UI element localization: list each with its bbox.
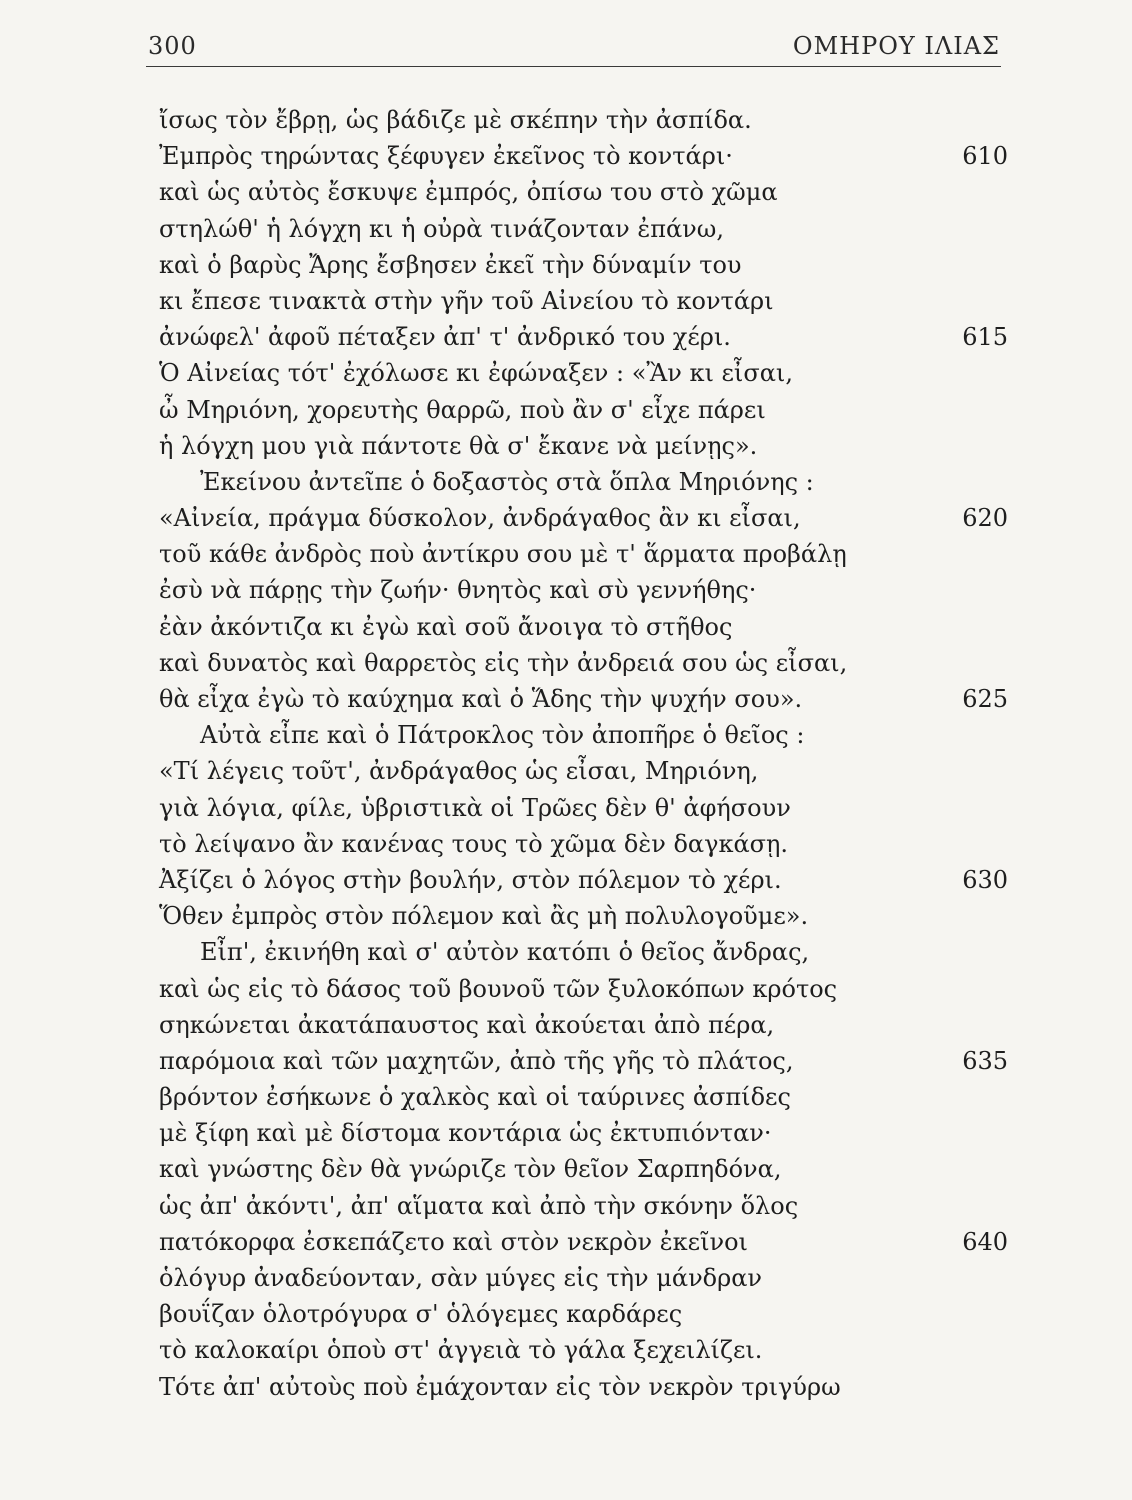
verse-line <box>0 428 1132 464</box>
verse-text: Ἀξίζει ὁ λόγος στὴν βουλήν, στὸν πόλεμον τὸ χέρι. <box>159 865 782 894</box>
verse-text: Αὐτὰ εἶπε καὶ ὁ Πάτροκλος τὸν ἀποπῆρε ὁ θεῖος : <box>200 721 805 750</box>
line-number: 620 <box>962 504 1008 533</box>
header-rule <box>146 66 1001 67</box>
verse-line <box>0 464 1132 500</box>
line-number: 635 <box>962 1046 1008 1075</box>
verse-line <box>0 609 1132 645</box>
verse-line <box>0 1296 1132 1332</box>
running-head: ΟΜΗΡΟΥ ΙΛΙΑΣ <box>792 32 1000 60</box>
verse-text: καὶ ὡς εἰς τὸ δάσος τοῦ βουνοῦ τῶν ξυλοκόπων κρότος <box>159 974 838 1003</box>
verse-text: Ἐμπρὸς τηρώντας ξέφυγεν ἐκεῖνος τὸ κοντάρι· <box>159 142 733 171</box>
verse-line <box>0 862 1132 898</box>
verse-line <box>0 1151 1132 1187</box>
verse-line <box>0 500 1132 536</box>
verse-text: Τότε ἀπ' αὐτοὺς ποὺ ἐμάχονταν εἰς τὸν νεκρὸν τριγύρω <box>159 1372 841 1401</box>
line-number: 610 <box>962 142 1008 171</box>
verse-text: καὶ γνώστης δὲν θὰ γνώριζε τὸν θεῖον Σαρπηδόνα, <box>159 1155 782 1184</box>
verse-line <box>0 1188 1132 1224</box>
verse-line <box>0 1079 1132 1115</box>
verse-line <box>0 355 1132 391</box>
verse-line <box>0 247 1132 283</box>
verse-text: ὦ Μηριόνη, χορευτὴς θαρρῶ, ποὺ ἂν σ' εἶχε πάρει <box>159 395 766 424</box>
verse-text: ὁλόγυρ ἀναδεύονταν, σὰν μύγες εἰς τὴν μάνδραν <box>159 1264 763 1292</box>
verse-line <box>0 934 1132 970</box>
verse-text: ἴσως τὸν ἔβρῃ, ὡς βάδιζε μὲ σκέπην τὴν ἀσπίδα. <box>159 106 752 134</box>
verse-line <box>0 971 1132 1007</box>
verse-text: ἀνώφελ' ἀφοῦ πέταξεν ἀπ' τ' ἀνδρικό του χέρι. <box>159 323 731 352</box>
verse-text: παρόμοια καὶ τῶν μαχητῶν, ἀπὸ τῆς γῆς τὸ πλάτος, <box>159 1046 794 1075</box>
verse-text: τὸ λείψανο ἂν κανένας τους τὸ χῶμα δὲν δαγκάσῃ. <box>159 829 789 858</box>
verse-text: σηκώνεται ἀκατάπαυστος καὶ ἀκούεται ἀπὸ πέρα, <box>159 1010 775 1039</box>
verse-text: καὶ δυνατὸς καὶ θαρρετὸς εἰς τὴν ἀνδρειά σου ὡς εἶσαι, <box>159 648 848 677</box>
line-number: 625 <box>962 685 1008 713</box>
verse-text: βουΐζαν ὁλοτρόγυρα σ' ὁλόγεμες καρδάρες <box>159 1300 683 1329</box>
verse-line <box>0 1043 1132 1079</box>
verse-text: Ὁ Αἰνείας τότ' ἐχόλωσε κι ἐφώναξεν : «Ἂν κι εἶσαι, <box>159 359 793 388</box>
line-number: 615 <box>962 323 1008 352</box>
verse-line <box>0 1007 1132 1043</box>
verse-text: Εἶπ', ἐκινήθη καὶ σ' αὐτὸν κατόπι ὁ θεῖος ἄνδρας, <box>200 938 810 967</box>
verse-text: «Αἰνεία, πράγμα δύσκολον, ἀνδράγαθος ἂν κι εἶσαι, <box>159 504 801 533</box>
verse-text: μὲ ξίφη καὶ μὲ δίστομα κοντάρια ὡς ἐκτυπιόνταν· <box>159 1119 772 1148</box>
verse-line <box>0 138 1132 174</box>
verse-line <box>0 1224 1132 1260</box>
verse-line <box>0 211 1132 247</box>
verse-line <box>0 790 1132 826</box>
verse-text: καὶ ὡς αὐτὸς ἔσκυψε ἐμπρός, ὀπίσω του στὸ χῶμα <box>159 178 778 207</box>
verse-text: στηλώθ' ἡ λόγχη κι ἡ οὐρὰ τινάζονταν ἐπάνω, <box>159 214 724 243</box>
verse-line <box>0 645 1132 681</box>
verse-line <box>0 717 1132 753</box>
verse-line <box>0 681 1132 717</box>
verse-line <box>0 898 1132 934</box>
verse-block <box>0 102 1132 1405</box>
verse-text: ἡ λόγχη μου γιὰ πάντοτε θὰ σ' ἔκανε νὰ μείνῃς». <box>159 431 758 460</box>
line-number: 630 <box>962 865 1008 894</box>
verse-line <box>0 392 1132 428</box>
verse-text: ἐσὺ νὰ πάρῃς τὴν ζωήν· θνητὸς καὶ σὺ γεννήθης· <box>159 576 757 605</box>
verse-line <box>0 174 1132 210</box>
verse-text: Ἐκείνου ἀντεῖπε ὁ δοξαστὸς στὰ ὅπλα Μηριόνης : <box>200 467 814 496</box>
verse-text: Ὅθεν ἐμπρὸς στὸν πόλεμον καὶ ἂς μὴ πολυλογοῦμε». <box>159 902 809 931</box>
verse-text: γιὰ λόγια, φίλε, ὑβριστικὰ οἱ Τρῶες δὲν θ' ἀφήσουν <box>159 793 791 822</box>
verse-line <box>0 536 1132 572</box>
verse-line <box>0 102 1132 138</box>
verse-line <box>0 1115 1132 1151</box>
verse-text: τοῦ κάθε ἀνδρὸς ποὺ ἀντίκρυ σου μὲ τ' ἅρματα προβάλῃ <box>159 540 847 569</box>
verse-line <box>0 572 1132 608</box>
verse-line <box>0 753 1132 789</box>
verse-text: πατόκορφα ἐσκεπάζετο καὶ στὸν νεκρὸν ἐκεῖνοι <box>159 1227 748 1256</box>
verse-text: ἐὰν ἀκόντιζα κι ἐγὼ καὶ σοῦ ἄνοιγα τὸ στῆθος <box>159 612 733 641</box>
verse-text: βρόντον ἐσήκωνε ὁ χαλκὸς καὶ οἱ ταύρινες ἀσπίδες <box>159 1083 791 1112</box>
line-number: 640 <box>962 1227 1008 1256</box>
page-number: 300 <box>148 32 197 60</box>
verse-text: κι ἔπεσε τινακτὰ στὴν γῆν τοῦ Αἰνείου τὸ κοντάρι <box>159 286 774 315</box>
verse-line <box>0 826 1132 862</box>
verse-line <box>0 319 1132 355</box>
verse-text: τὸ καλοκαίρι ὁποὺ στ' ἀγγειὰ τὸ γάλα ξεχειλίζει. <box>159 1336 763 1365</box>
verse-text: θὰ εἶχα ἐγὼ τὸ καύχημα καὶ ὁ Ἅδης τὴν ψυχήν σου». <box>159 685 803 713</box>
verse-line <box>0 1369 1132 1405</box>
verse-line <box>0 1260 1132 1296</box>
verse-text: ὡς ἀπ' ἀκόντι', ἀπ' αἵματα καὶ ἀπὸ τὴν σκόνην ὅλος <box>159 1191 799 1220</box>
verse-text: «Τί λέγεις τοῦτ', ἀνδράγαθος ὡς εἶσαι, Μηριόνη, <box>159 757 759 786</box>
verse-line <box>0 283 1132 319</box>
verse-line <box>0 1332 1132 1368</box>
verse-text: καὶ ὁ βαρὺς Ἄρης ἔσβησεν ἐκεῖ τὴν δύναμίν του <box>159 250 742 279</box>
